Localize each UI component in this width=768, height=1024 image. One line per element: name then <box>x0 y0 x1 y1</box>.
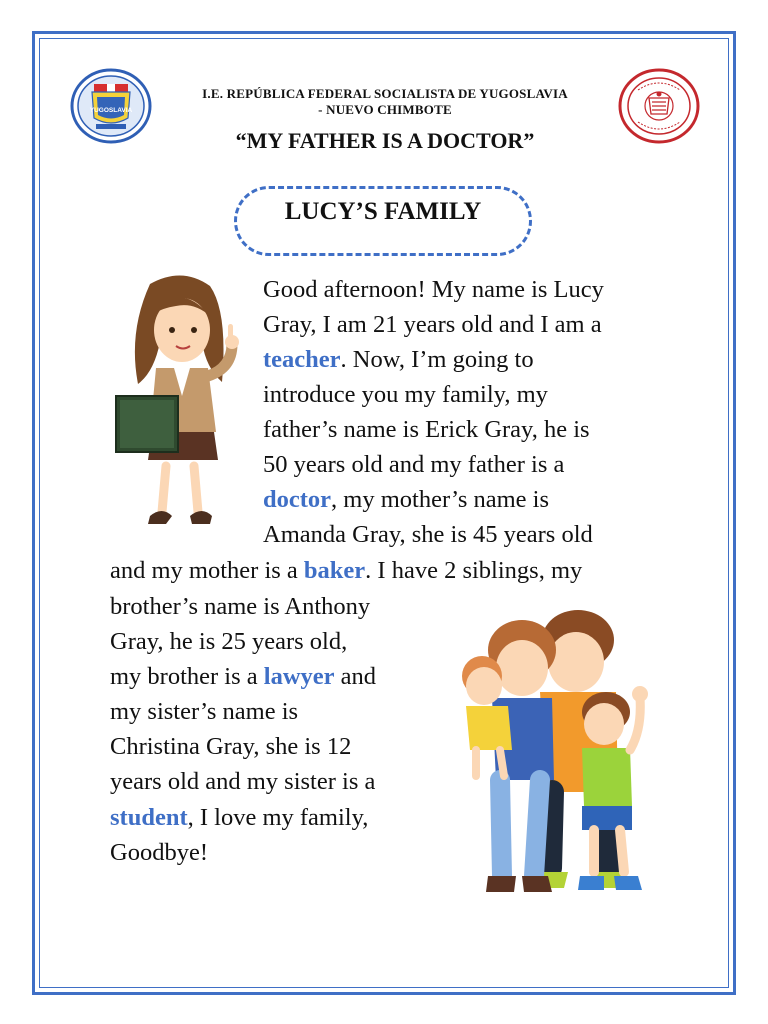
story-line <box>110 803 368 833</box>
story-line <box>110 556 582 586</box>
story-text-segment: . I have 2 siblings, my <box>365 557 583 584</box>
story-text-segment: and my mother is a <box>110 557 304 584</box>
story-line <box>263 310 602 340</box>
story-text-segment: father’s name is Erick Gray, he is <box>263 416 590 443</box>
school-crest-icon <box>70 68 152 144</box>
highlighted-profession: lawyer <box>263 663 335 690</box>
story-line <box>263 415 590 445</box>
story-text-segment: brother’s name is Anthony <box>110 593 371 620</box>
document-title: “MY FATHER IS A DOCTOR” <box>235 128 535 153</box>
story-line <box>110 627 347 657</box>
story-text-segment: Gray, he is 25 years old, <box>110 628 348 655</box>
story-line <box>263 275 604 305</box>
university-seal-icon <box>618 68 700 144</box>
highlighted-profession: student <box>110 804 188 831</box>
story-line <box>110 767 375 797</box>
story-line <box>110 662 376 692</box>
story-line <box>263 380 548 410</box>
highlighted-profession: doctor <box>263 486 332 513</box>
highlighted-profession: baker <box>303 557 366 584</box>
story-line <box>110 592 370 622</box>
logo-left-text: YUGOSLAVIA <box>89 107 133 114</box>
story-text-segment: , I love my family, <box>187 804 369 831</box>
story-text-segment: introduce you my family, my <box>263 381 548 408</box>
story-text-segment: Good afternoon! My name is Lucy <box>263 276 604 303</box>
story-text-segment: Amanda Gray, she is 45 years old <box>263 521 593 548</box>
story-text-segment: 50 years old and my father is a <box>263 451 565 478</box>
story-line <box>110 697 298 727</box>
story-line <box>110 732 351 762</box>
story-text-segment: my sister’s name is <box>110 698 299 725</box>
story-text-segment: Gray, I am 21 years old and I am a <box>263 311 602 338</box>
story-text-segment: . Now, I’m going to <box>340 346 534 373</box>
story-text-segment: years old and my sister is a <box>110 768 376 795</box>
story-line <box>263 345 534 375</box>
story-text-segment: my brother is a <box>110 663 264 690</box>
story-text-segment: Christina Gray, she is 12 <box>110 733 352 760</box>
story-line <box>263 520 593 550</box>
story-text-segment: Goodbye! <box>110 839 208 866</box>
highlighted-profession: teacher <box>263 346 341 373</box>
teacher-girl-illustration <box>110 272 250 542</box>
story-text-segment: and <box>334 663 377 690</box>
story-line <box>263 450 564 480</box>
story-line <box>263 485 549 515</box>
family-illustration <box>436 600 656 905</box>
school-location: - NUEVO CHIMBOTE <box>318 102 452 117</box>
story-line <box>110 838 208 868</box>
section-badge-title: LUCY’S FAMILY <box>284 198 482 225</box>
school-name: I.E. REPÚBLICA FEDERAL SOCIALISTA DE YUGOSLAVIA <box>202 86 568 101</box>
story-text-segment: , my mother’s name is <box>331 486 550 513</box>
